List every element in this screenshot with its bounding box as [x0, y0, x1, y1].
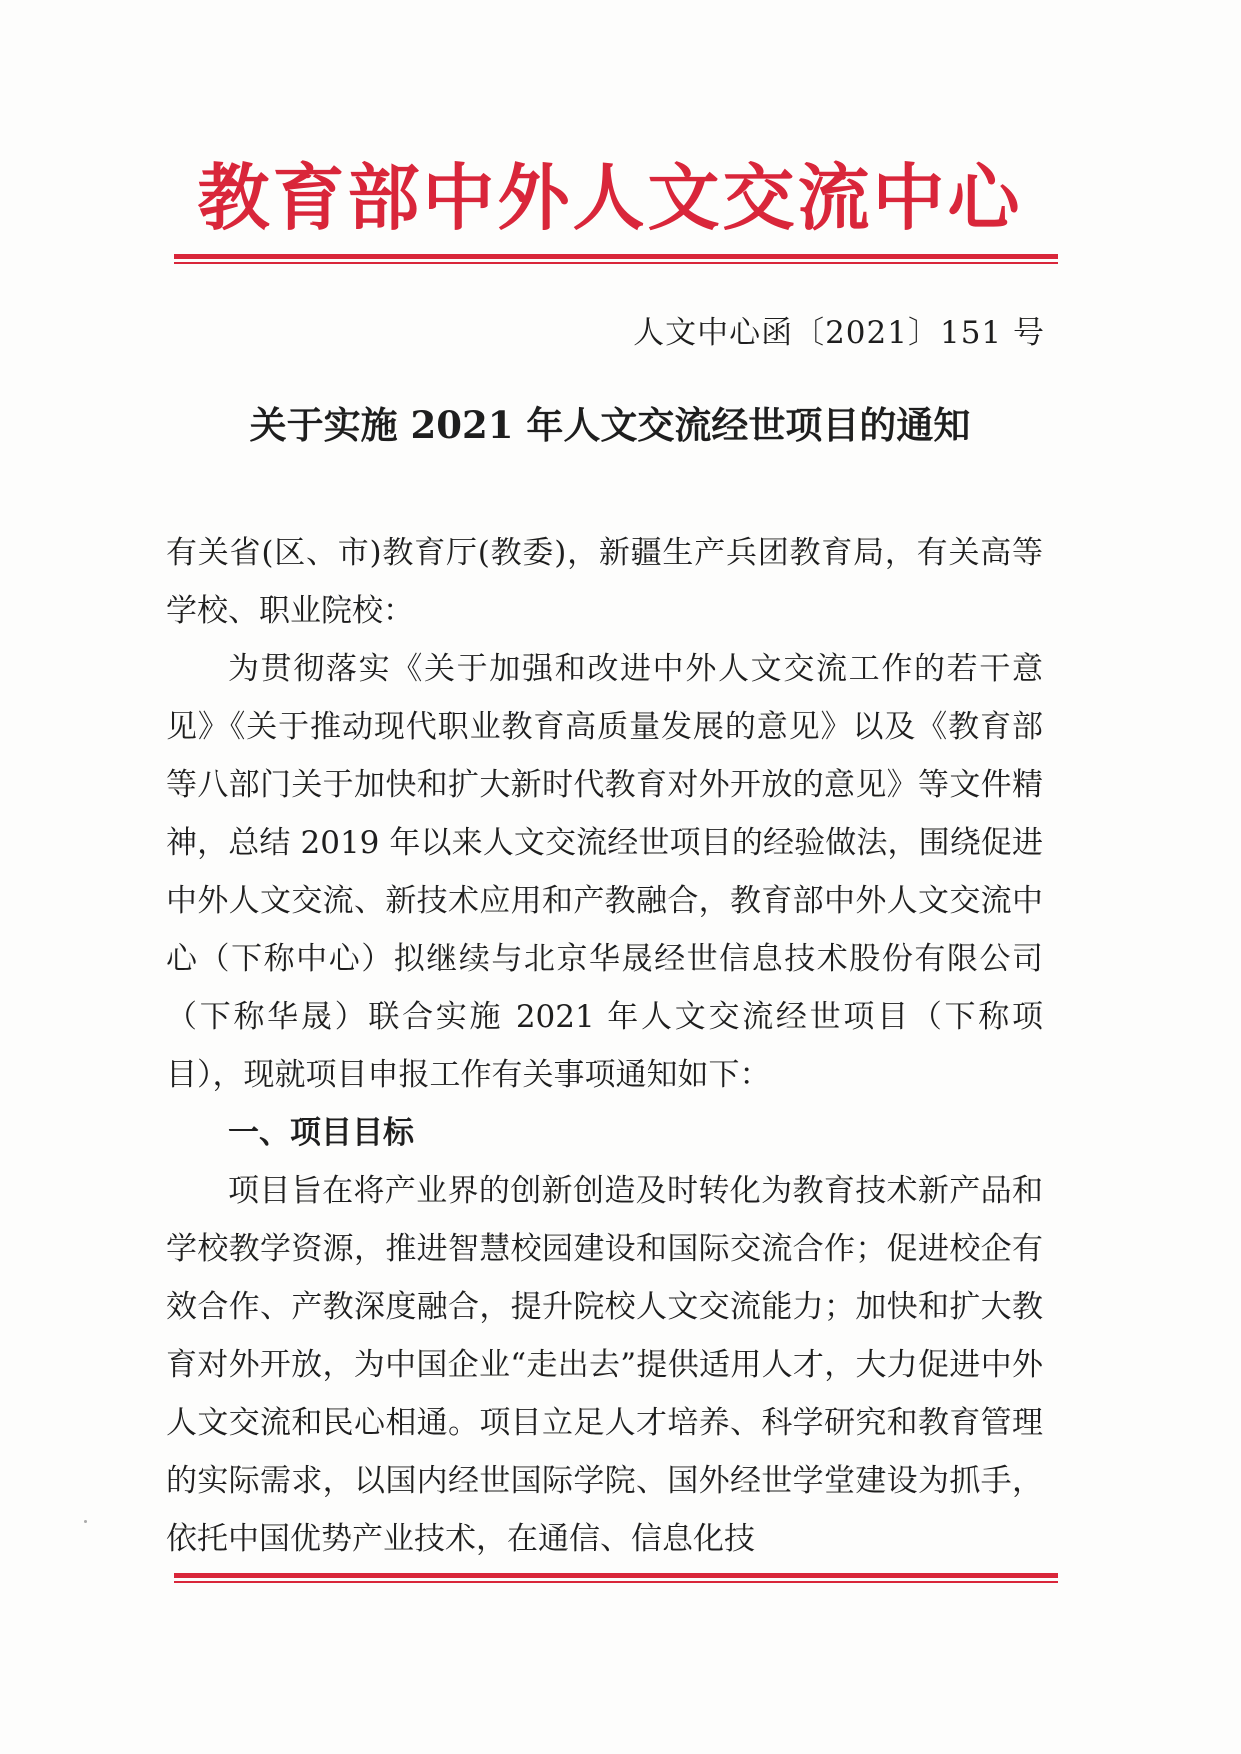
red-rule-thick-line [174, 1573, 1058, 1578]
document-title: 关于实施 2021 年人文交流经世项目的通知 [249, 403, 971, 447]
footer-red-rule-bottom [174, 1573, 1058, 1585]
body-paragraph-2: 项目旨在将产业界的创新创造及时转化为教育技术新产品和学校教学资源，推进智慧校园建设和国际交流合作；促进校企有效合作、产教深度融合，提升院校人文交流能力；加快和扩大教育对外开放，为中国企业“走出去”提供适用人才，大力促进中外人文交流和民心相通。项目立足人才培养、科学研究和教育管理的实际需求，以国内经世国际学院、国外经世学堂建设为抓手，依托中国优势产业技术，在通信、信息化技 [166, 1173, 1043, 1557]
salutation: 有关省(区、市)教育厅(教委)，新疆生产兵团教育局，有关高等学校、职业院校： [166, 535, 1043, 629]
body-paragraph-1: 为贯彻落实《关于加强和改进中外人文交流工作的若干意见》《关于推动现代职业教育高质量发展的意见》以及《教育部等八部门关于加快和扩大新时代教育对外开放的意见》等文件精神，总结 2019 年以来人文交流经世项目的经验做法，围绕促进中外人文交流、新技术应用和产教融合，教育部中外人文交流中心（下称中心）拟继续与北京华晟经世信息技术股份有限公司（下称华晟）联合实施 2021 年人文交流经世项目（下称项目），现就项目申报工作有关事项通知如下： [166, 651, 1043, 1093]
red-rule-thick-line [174, 254, 1058, 259]
letterhead-organization-title: 教育部中外人文交流中心 [197, 156, 1023, 240]
red-rule-thin-line [174, 1581, 1058, 1583]
document-number: 人文中心函〔2021〕151 号 [633, 315, 1045, 351]
letterhead-red-rule-top [174, 254, 1058, 266]
section-heading-1: 一、项目目标 [228, 1115, 414, 1151]
red-rule-thin-line [174, 262, 1058, 264]
scan-speck [84, 1520, 87, 1523]
document-body [166, 524, 1043, 1568]
